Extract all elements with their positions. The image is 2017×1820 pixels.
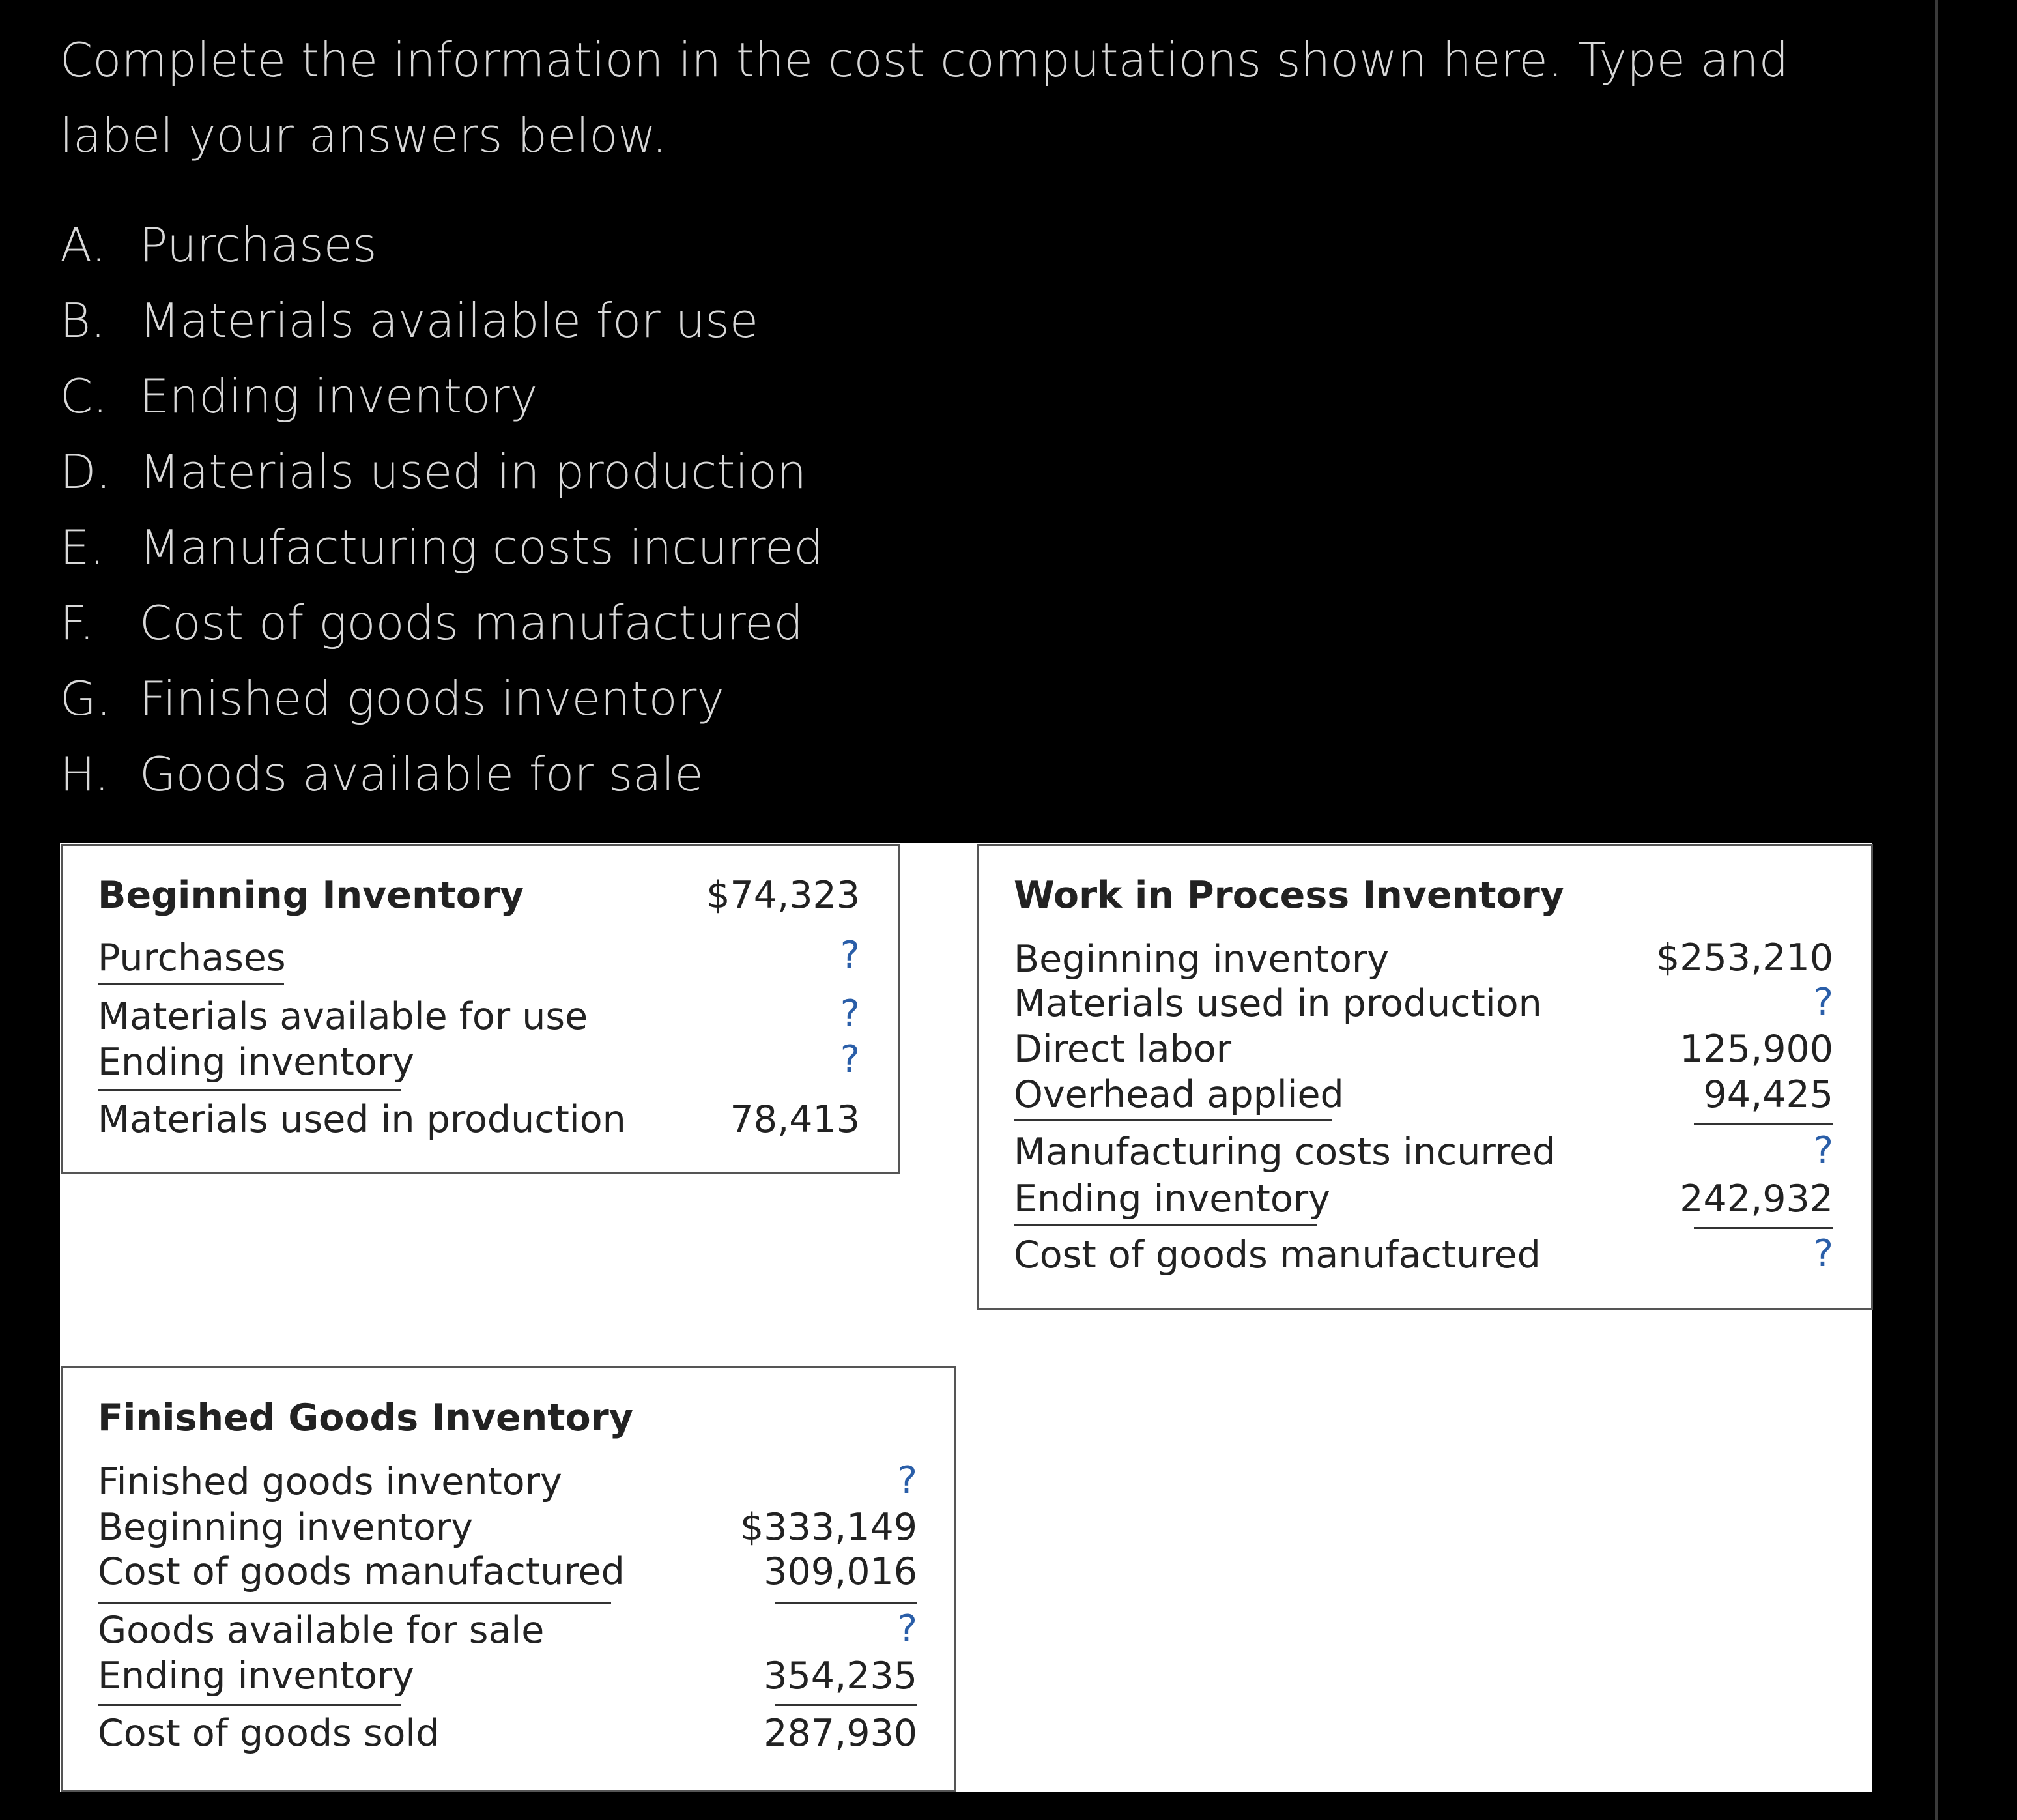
wip-title: Work in Process Inventory — [1014, 874, 1564, 917]
finished-row-label: Finished goods inventory — [98, 1460, 562, 1503]
option-d — [60, 434, 823, 510]
subtotal-rule — [1694, 1227, 1833, 1229]
option-letter: G. — [60, 671, 111, 726]
wip-row-label: Overhead applied — [1014, 1073, 1344, 1116]
finished-row-value: ? — [897, 1459, 917, 1502]
wip-row-value: $253,210 — [1656, 936, 1833, 979]
finished-row-label: Goods available for sale — [98, 1609, 545, 1652]
option-b — [60, 283, 823, 358]
option-g — [60, 661, 823, 736]
wip-row-label: Beginning inventory — [1014, 938, 1389, 981]
materials-row-label: Materials used in production — [98, 1098, 626, 1141]
option-a — [60, 207, 823, 283]
materials-row-label: Materials available for use — [98, 995, 588, 1038]
materials-row-label: Ending inventory — [98, 1041, 414, 1084]
wip-row-label: Cost of goods manufactured — [1014, 1234, 1541, 1277]
wip-row-label: Direct labor — [1014, 1028, 1232, 1071]
option-letter: F. — [60, 596, 94, 650]
underline — [1014, 1224, 1317, 1226]
materials-row-label: Purchases — [98, 936, 286, 979]
finished-row-label: Ending inventory — [98, 1654, 414, 1697]
option-letter: A. — [60, 218, 106, 272]
underline — [98, 1602, 611, 1604]
finished-row-label: Beginning inventory — [98, 1506, 473, 1549]
materials-row-value: ? — [840, 934, 860, 977]
subtotal-rule — [775, 1602, 917, 1604]
finished-row-value: 309,016 — [764, 1550, 917, 1593]
option-label: Materials available for use — [139, 293, 759, 348]
underline — [98, 1089, 401, 1091]
materials-row-value: 78,413 — [730, 1098, 860, 1141]
option-letter: C. — [60, 369, 108, 424]
finished-row-label: Cost of goods manufactured — [98, 1550, 625, 1593]
option-letter: H. — [60, 747, 109, 802]
option-label: Manufacturing costs incurred — [139, 520, 824, 575]
materials-title-value: $74,323 — [706, 874, 860, 917]
wip-row-value: ? — [1813, 1129, 1833, 1172]
right-divider — [1935, 0, 1938, 1820]
finished-row-label: Cost of goods sold — [98, 1712, 440, 1755]
option-label: Ending inventory — [139, 369, 538, 424]
option-letter: D. — [60, 444, 111, 499]
option-h — [60, 736, 823, 812]
wip-row-label: Ending inventory — [1014, 1177, 1330, 1221]
finished-row-value: $333,149 — [740, 1506, 917, 1549]
option-letter: B. — [60, 293, 106, 348]
underline — [98, 983, 284, 985]
option-label: Purchases — [139, 218, 377, 272]
answer-options-list — [60, 207, 823, 812]
wip-row-value: 242,932 — [1680, 1177, 1833, 1221]
finished-row-value: 354,235 — [764, 1654, 917, 1697]
underline — [98, 1704, 401, 1706]
option-e — [60, 510, 823, 585]
finished-title: Finished Goods Inventory — [98, 1396, 633, 1439]
option-label: Cost of goods manufactured — [139, 596, 804, 650]
materials-row-value: ? — [840, 992, 860, 1035]
materials-row-value: ? — [840, 1038, 860, 1081]
wip-row-value: 94,425 — [1703, 1073, 1833, 1116]
option-f — [60, 585, 823, 661]
option-label: Finished goods inventory — [139, 671, 724, 726]
subtotal-rule — [1694, 1123, 1833, 1125]
option-letter: E. — [60, 520, 105, 575]
option-label: Goods available for sale — [139, 747, 704, 802]
option-label: Materials used in production — [139, 444, 807, 499]
finished-row-value: 287,930 — [764, 1712, 917, 1755]
wip-row-label: Materials used in production — [1014, 982, 1542, 1025]
finished-row-value: ? — [897, 1608, 917, 1651]
question-prompt: Complete the information in the cost computations shown here. Type and label your answers below. — [60, 33, 1789, 163]
subtotal-rule — [775, 1704, 917, 1706]
wip-row-value: ? — [1813, 1232, 1833, 1275]
wip-row-value: 125,900 — [1680, 1028, 1833, 1071]
wip-row-label: Manufacturing costs incurred — [1014, 1131, 1556, 1174]
underline — [1014, 1119, 1332, 1121]
materials-title: Beginning Inventory — [98, 874, 524, 917]
wip-row-value: ? — [1813, 981, 1833, 1024]
option-c — [60, 358, 823, 434]
